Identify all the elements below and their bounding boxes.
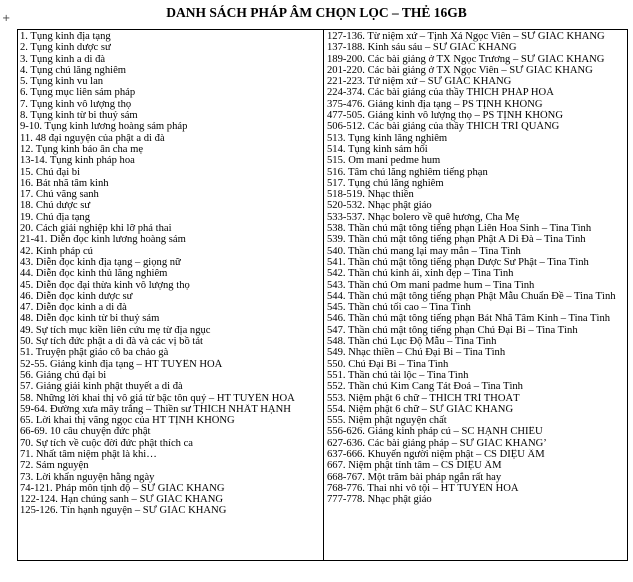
list-item: 137-188. Kinh sáu sáu – SƯ GIÁC KHANG (327, 42, 517, 54)
list-item: 539. Thần chú mật tông tiếng phạn Phật A Di Đà – Tina Tình (327, 234, 586, 246)
list-item: 554. Niệm phật 6 chữ – SƯ GIÁC KHANG (327, 403, 514, 415)
list-item: 541. Thần chú mật tông tiếng phạn Dược Sư Phật – Tina Tình (327, 256, 589, 268)
list-item: 221-223. Tứ niệm xứ – SƯ GIÁC KHANG (327, 76, 512, 88)
list-item: 46. Diễn đọc kinh dược sư (20, 290, 133, 302)
list-item: 549. Nhạc thiền – Chú Đại Bi – Tina Tình (327, 347, 506, 359)
page-title: DANH SÁCH PHÁP ÂM CHỌN LỌC – THẺ 16GB (166, 5, 467, 20)
list-item: 70. Sự tích về cuộc đời đức phật thích ca (20, 437, 194, 449)
list-item: 6. Tụng mục liên sám pháp (20, 87, 136, 99)
list-item: 52-55. Giảng kinh địa tạng – HT TUYÊN HOÁ (20, 358, 223, 370)
list-item: 551. Thần chú tài lộc – Tina Tình (327, 369, 469, 381)
list-item: 57. Giảng giải kinh phật thuyết a di đà (20, 381, 183, 393)
list-item: 777-778. Nhạc phật giáo (327, 494, 432, 506)
list-item: 11. 48 đại nguyện của phật a di đà (20, 132, 165, 144)
list-item: 543. Thần chú Om mani padme hum – Tina Tình (327, 279, 535, 291)
list-item: 540. Thần chú mang lại may mắn – Tina Tình (327, 245, 521, 257)
table-move-handle-icon[interactable]: + (2, 13, 11, 24)
list-item: 514. Tụng kinh sám hối (327, 143, 428, 155)
list-item: 5. Tụng kinh vu lan (20, 76, 104, 88)
list-item: 517. Tụng chú lăng nghiêm (327, 177, 444, 189)
list-item: 538. Thần chú mật tông tiếng phạn Liên Hoa Sinh – Tina Tình (327, 223, 592, 235)
list-item: 51. Truyện phật giáo cô ba chảo gà (20, 347, 169, 359)
list-item: 19. Chú địa tạng (20, 211, 91, 223)
list-item: 21-41. Diễn đọc kinh lương hoàng sám (20, 234, 186, 246)
list-item: 768-776. Thai nhi vô tội – HT TUYÊN HOÁ (327, 482, 519, 494)
list-item: 667. Niệm phật tỉnh tâm – CS DIỆU ÂM (327, 460, 502, 472)
list-item: 7. Tụng kinh vô lượng thọ (20, 98, 132, 110)
list-item: 1. Tụng kinh địa tạng (20, 31, 111, 42)
list-item: 73. Lời khẩn nguyện hằng ngày (20, 471, 155, 483)
list-item: 547. Thần chú mật tông tiếng phạn Chú Đại Bi – Tina Tình (327, 324, 578, 336)
list-item: 48. Diễn đọc kinh từ bi thuỷ sám (20, 313, 160, 325)
list-item: 44. Diễn đọc kinh thủ lăng nghiêm (20, 268, 168, 280)
list-item: 553. Niệm phật 6 chữ – THÍCH TRÍ THOÁT (327, 392, 520, 404)
list-item: 42. Kinh pháp cú (20, 245, 93, 257)
list-item: 16. Bát nhã tâm kinh (20, 177, 109, 189)
list-item: 515. Om mani pedme hum (327, 155, 441, 167)
list-item: 189-200. Các bài giảng ở TX Ngọc Trương – SƯ GIÁC KHANG (327, 53, 605, 65)
list-item: 9-10. Tụng kinh lương hoàng sám pháp (20, 121, 188, 133)
list-item: 49. Sự tích mục kiền liên cứu mẹ từ địa ngục (20, 324, 211, 336)
list-item: 544. Thần chú mật tông tiếng phạn Phật Mẫu Chuẩn Đề – Tina Tình (327, 290, 616, 302)
list-item: 520-532. Nhạc phật giáo (327, 200, 432, 212)
list-item: 4. Tụng chú lăng nghiêm (20, 64, 127, 76)
list-item: 533-537. Nhạc bolero về quê hương, Cha Mẹ (327, 211, 520, 223)
list-item: 2. Tụng kinh dược sư (20, 42, 111, 54)
list-item: 3. Tụng kinh a di đà (20, 53, 106, 65)
list-item: 552. Thần chú Kim Cang Tát Đoả – Tina Tình (327, 381, 523, 393)
list-item: 542. Thần chú kinh ái, xinh đẹp – Tina Tình (327, 268, 514, 280)
list-item: 668-767. Một trăm bài pháp ngắn rất hay (327, 471, 502, 483)
list-item: 74-121. Pháp môn tịnh độ – SƯ GIÁC KHANG (20, 482, 225, 494)
list-item: 637-666. Khuyến người niệm phật – CS DIỆU ÂM (327, 448, 545, 460)
list-item: 18. Chú dược sư (20, 200, 91, 212)
list-item: 17. Chú vãng sanh (20, 189, 99, 201)
list-item: 516. Tâm chú lăng nghiêm tiếng phạn (327, 166, 488, 178)
list-item: 15. Chú đại bi (20, 166, 81, 178)
list-item: 13-14. Tụng kinh pháp hoa (20, 155, 135, 167)
list-item: 548. Thần chú Lục Độ Mẫu – Tina Tình (327, 336, 497, 348)
list-item: 72. Sám nguyện (20, 460, 89, 472)
list-item: 65. Lời khai thị vãng ngọc của HT TỊNH KHÔNG (20, 415, 235, 427)
list-item: 71. Nhất tâm niệm phật là khi… (20, 448, 157, 460)
list-item: 201-220. Các bài giảng ở TX Ngọc Viên – SƯ GIÁC KHANG (327, 64, 593, 76)
content-table (17, 29, 628, 561)
right-column (323, 30, 627, 560)
list-item: 477-505. Giảng kinh vô lượng thọ – PS TỊNH KHÔNG (327, 110, 563, 122)
list-item: 627-636. Các bài giảng pháp – SƯ GIÁC KHANG’ (327, 437, 547, 449)
left-column (18, 30, 323, 560)
list-item: 56. Giảng chú đại bi (20, 369, 107, 381)
list-item: 50. Sự tích đức phật a di đà và các vị bồ tát (20, 336, 203, 348)
list-item: 45. Diễn đọc đại thừa kinh vô lượng thọ (20, 279, 190, 291)
list-item: 122-124. Hạn chúng sanh – SƯ GIÁC KHANG (20, 494, 224, 506)
list-item: 546. Thần chú mật tông tiếng phạn Bát Nhã Tâm Kinh – Tina Tình (327, 313, 611, 325)
list-item: 66-69. 10 câu chuyện đức phật (20, 426, 151, 438)
list-item: 556-626. Giảng kinh pháp cú – SC HẠNH CHIẾU (327, 426, 543, 438)
list-item: 43. Diễn đọc kinh địa tạng – giọng nữ (20, 256, 181, 268)
list-item: 506-512. Các bài giảng của thầy THÍCH TRÍ QUẢNG (327, 121, 560, 133)
list-item: 20. Cách giải nghiệp khi lỡ phá thai (20, 223, 172, 235)
list-item: 8. Tụng kinh từ bi thuỷ sám (20, 110, 138, 122)
list-item: 125-126. Tín hạnh nguyện – SƯ GIÁC KHANG (20, 505, 227, 517)
list-item: 47. Diễn đọc kinh a di đà (20, 302, 127, 314)
list-item: 518-519. Nhạc thiền (327, 189, 414, 201)
list-item: 513. Tụng kinh lăng nghiêm (327, 132, 448, 144)
list-item: 12. Tụng kinh báo ân cha mẹ (20, 143, 144, 155)
list-item: 58. Những lời khai thị vô giá từ bậc tôn quý – HT TUYÊN HOÁ (20, 392, 295, 404)
list-item: 550. Chú Đại Bi – Tina Tình (327, 358, 449, 370)
list-item: 127-136. Từ niệm xứ – Tịnh Xá Ngọc Viên – SƯ GIÁC KHANG (327, 31, 605, 42)
list-item: 545. Thần chú tối cao – Tina Tình (327, 302, 471, 314)
list-item: 555. Niệm phật nguyện chất (327, 415, 447, 427)
list-item: 59-64. Đường xưa mây trắng – Thiền sư THÍCH NHẤT HẠNH (20, 403, 291, 415)
list-item: 224-374. Các bài giảng của thầy THÍCH PHÁP HOÀ (327, 87, 554, 99)
list-item: 375-476. Giảng kinh địa tạng – PS TỊNH KHÔNG (327, 98, 543, 110)
